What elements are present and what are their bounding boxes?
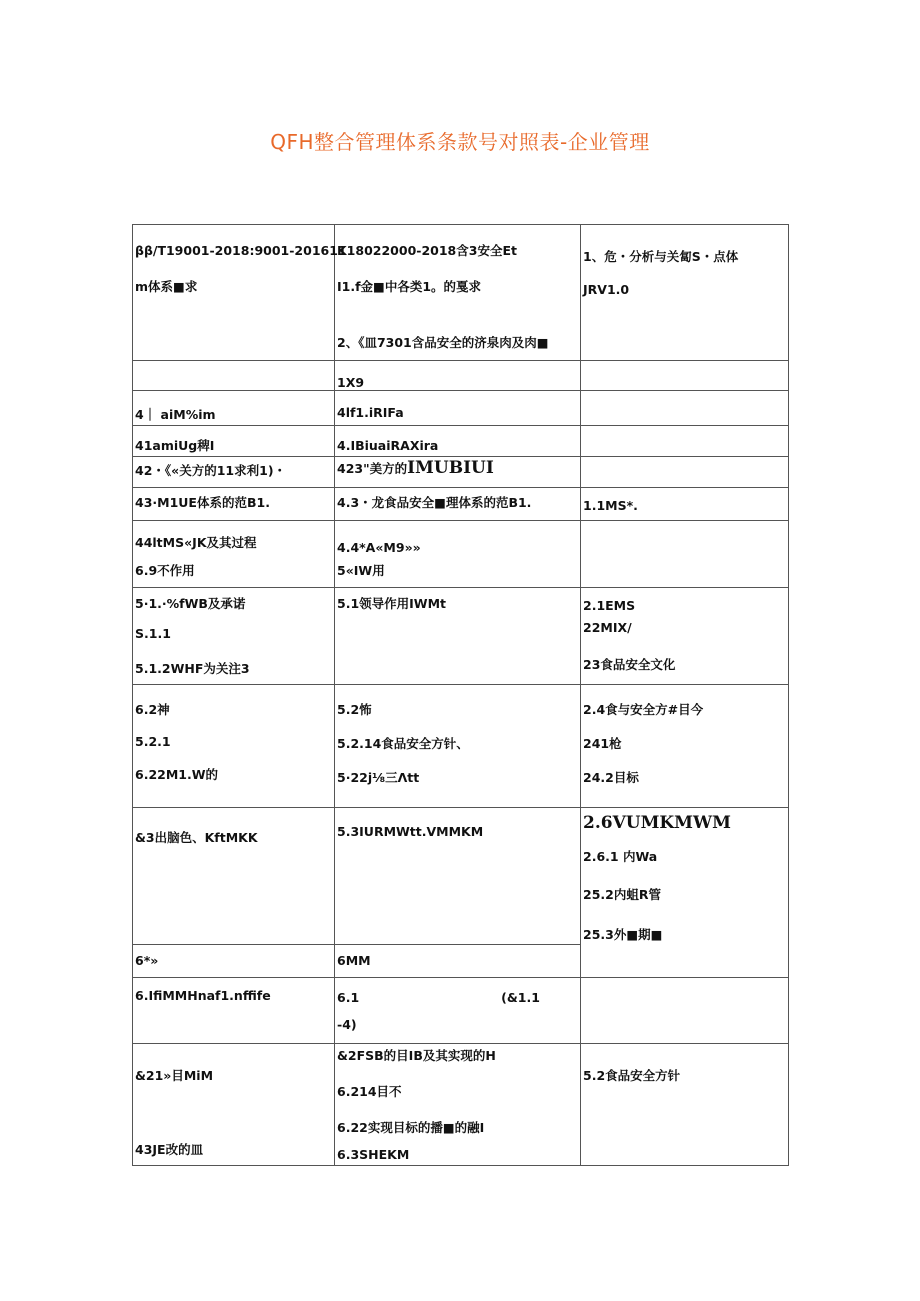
table-cell (133, 361, 335, 391)
cell-line: 6.3SHEKM (337, 1147, 410, 1162)
clause-comparison-table (132, 224, 789, 1166)
table-row (133, 488, 789, 521)
table-cell (133, 945, 335, 978)
table-cell (335, 588, 581, 685)
table-cell (133, 457, 335, 488)
cell-line: 6.22M1.W的 (135, 767, 219, 782)
table-cell (581, 225, 789, 361)
table-cell (335, 521, 581, 588)
cell-line: &21»目MiM (135, 1068, 214, 1083)
table-cell (581, 391, 789, 426)
cell-line: 25.2内蛆R管 (583, 887, 661, 902)
table-cell (581, 521, 789, 588)
cell-line-clipped: 25.3外■期■ (583, 927, 663, 942)
cell-line: 6.IfiMMHnaf1.nffife (135, 988, 271, 1003)
cell-line: 42・《«关方的11求利1)・ (135, 463, 287, 478)
table-row (133, 361, 789, 391)
cell-line: 5.2.14食品安全方针、 (337, 736, 469, 751)
cell-line: m体系■求 (135, 279, 198, 294)
cell-line: 5.2怖 (337, 702, 372, 717)
table-row (133, 391, 789, 426)
cell-line: 241枪 (583, 736, 622, 751)
cell-line: ββ/T19001-2018:9001-201611 (135, 243, 347, 258)
cell-line: 6.9不作用 (135, 563, 195, 578)
table-cell (335, 457, 581, 488)
cell-line: S.1.1 (135, 626, 171, 641)
cell-line: &3出脑色、KftMKK (135, 830, 258, 845)
cell-line: 1、危・分析与关匐S・点体 (583, 249, 739, 264)
cell-line: 4｜ aiM%im (135, 407, 216, 422)
cell-line: 2、《皿7301含品安全的济泉肉及肉■ (337, 335, 549, 350)
table-row (133, 588, 789, 685)
cell-line: 6.214目不 (337, 1084, 402, 1099)
table-row (133, 945, 789, 978)
table-cell (335, 426, 581, 457)
cell-text-large: IMUBIUI (407, 458, 494, 478)
table-row (133, 225, 789, 361)
cell-text: 423"美方的 (337, 461, 408, 476)
table-row (133, 426, 789, 457)
table-cell (133, 225, 347, 361)
cell-line: 4lf1.iRIFa (337, 405, 404, 420)
table-cell (335, 808, 581, 945)
cell-text: (&1.1 (501, 990, 540, 1005)
cell-line: 1X9 (337, 375, 365, 390)
cell-line: 5·1.·%fWB及承诺 (135, 596, 246, 611)
table-row (133, 685, 789, 808)
cell-line: 2.1EMS (583, 598, 636, 613)
cell-line: -4) (337, 1017, 357, 1032)
table-cell (581, 685, 789, 808)
cell-line: I1.f金■中各类1。的戛求 (337, 279, 482, 294)
cell-line: JRV1.0 (583, 282, 630, 297)
table-cell (335, 488, 581, 521)
cell-line: 5·22j⅛三Λtt (337, 770, 420, 785)
table-cell (133, 1044, 335, 1166)
table-cell (581, 488, 789, 521)
table-cell (581, 1044, 789, 1166)
cell-line: 6.2神 (135, 702, 170, 717)
cell-line: 1.1MS*. (583, 498, 638, 513)
cell-line: &2FSB的目IB及其实现的H (337, 1048, 496, 1063)
cell-line: 4.4*A«M9»» (337, 540, 421, 555)
table-cell (581, 457, 789, 488)
cell-line: K18022000-2018含3安全Et (337, 243, 517, 258)
cell-line (337, 458, 578, 478)
table-cell (133, 588, 335, 685)
table-cell (335, 391, 581, 426)
table-row (133, 978, 789, 1044)
cell-line: 22MIX/ (583, 620, 632, 635)
cell-line: 43JE改的皿 (135, 1142, 204, 1157)
table-cell (335, 225, 581, 361)
cell-line: 5«IW用 (337, 563, 385, 578)
cell-line: 41amiUg稗I (135, 438, 215, 453)
table-cell (335, 361, 581, 391)
table-row (133, 521, 789, 588)
cell-line: 2.6.1 内Wa (583, 849, 658, 864)
cell-line: 5.1领导作用IWMt (337, 596, 446, 611)
cell-text: 6.1 (337, 990, 360, 1005)
cell-line-large: 2.6VUMKMWM (583, 813, 731, 833)
cell-line: 6.22实现目标的播■的融I (337, 1120, 485, 1135)
table-cell (133, 808, 335, 945)
table-cell (133, 521, 335, 588)
cell-line: 5.2.1 (135, 734, 171, 749)
cell-line: 5.3IURMWtt.VMMKM (337, 824, 484, 839)
cell-line: 6MM (337, 953, 371, 968)
cell-line: 44ltMS«JK及其过程 (135, 535, 257, 550)
cell-line: 4.3・龙食品安全■理体系的范B1. (337, 495, 532, 510)
cell-line: 43·M1UE体系的范B1. (135, 495, 270, 510)
table-row (133, 1044, 789, 1166)
cell-line: 2.4食与安全方#目今 (583, 702, 704, 717)
cell-line: 5.1.2WHF为关注3 (135, 661, 250, 676)
table-cell (335, 945, 581, 978)
table-cell (133, 685, 335, 808)
cell-line: 24.2目标 (583, 770, 639, 785)
table-row (133, 457, 789, 488)
table-cell (335, 1044, 581, 1166)
table-cell (581, 945, 789, 978)
page-title: QFH整合管理体系条款号对照表-企业管理 (270, 130, 650, 154)
cell-line: 4.IBiuaiRAXira (337, 438, 439, 453)
cell-line: 23食品安全文化 (583, 657, 676, 672)
cell-line (337, 990, 578, 1005)
table-cell (581, 588, 789, 685)
cell-line: 6*» (135, 953, 159, 968)
table-cell (581, 426, 789, 457)
table-cell (581, 978, 789, 1044)
table-cell (581, 808, 789, 945)
table-row (133, 808, 789, 945)
table-cell (335, 685, 581, 808)
table-cell (133, 426, 335, 457)
table-cell (133, 488, 335, 521)
table-cell (335, 978, 581, 1044)
table-cell (133, 391, 335, 426)
table-cell (581, 361, 789, 391)
cell-line: 5.2食品安全方针 (583, 1068, 681, 1083)
table-cell (133, 978, 335, 1044)
